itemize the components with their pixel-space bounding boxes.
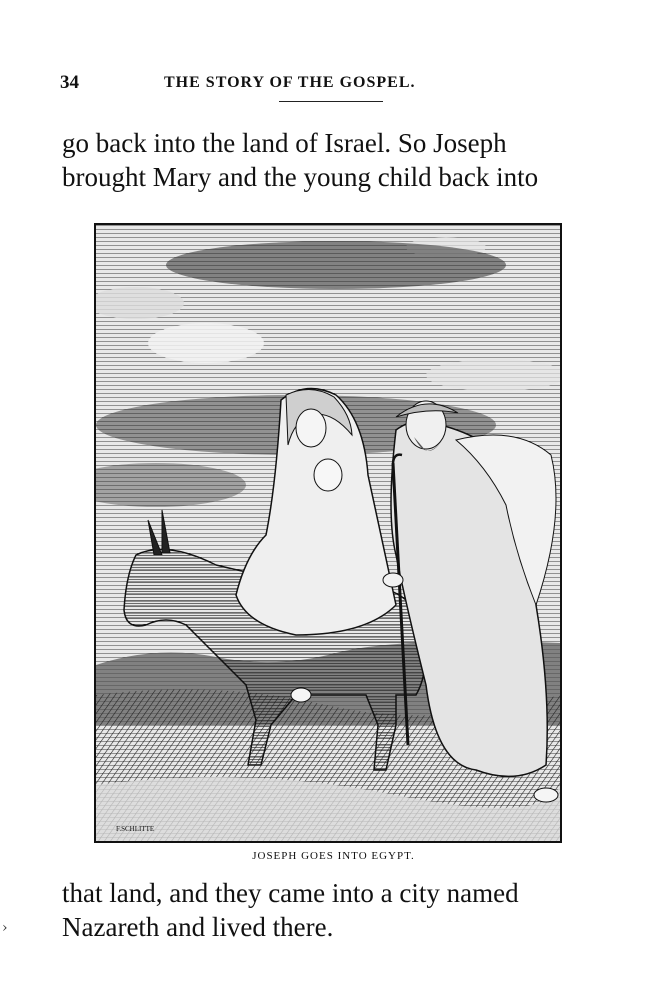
paragraph-bottom — [62, 876, 519, 944]
engraving-illustration — [94, 223, 562, 843]
book-title: THE STORY OF THE GOSPEL. — [164, 74, 416, 91]
header-rule — [279, 101, 383, 102]
illustration-caption: JOSEPH GOES INTO EGYPT. — [252, 850, 415, 862]
text-line: that land, and they came into a city named — [62, 878, 519, 908]
paragraph-top — [62, 126, 538, 194]
text-line: Nazareth and lived there. — [62, 912, 334, 942]
text-line: brought Mary and the young child back into — [62, 162, 539, 192]
running-head — [60, 72, 605, 98]
text-line: go back into the land of Israel. So Joseph — [62, 128, 507, 158]
margin-mark: › — [2, 920, 8, 936]
page-number: 34 — [60, 72, 79, 93]
engraver-signature: F.SCHLITTE — [116, 825, 155, 833]
